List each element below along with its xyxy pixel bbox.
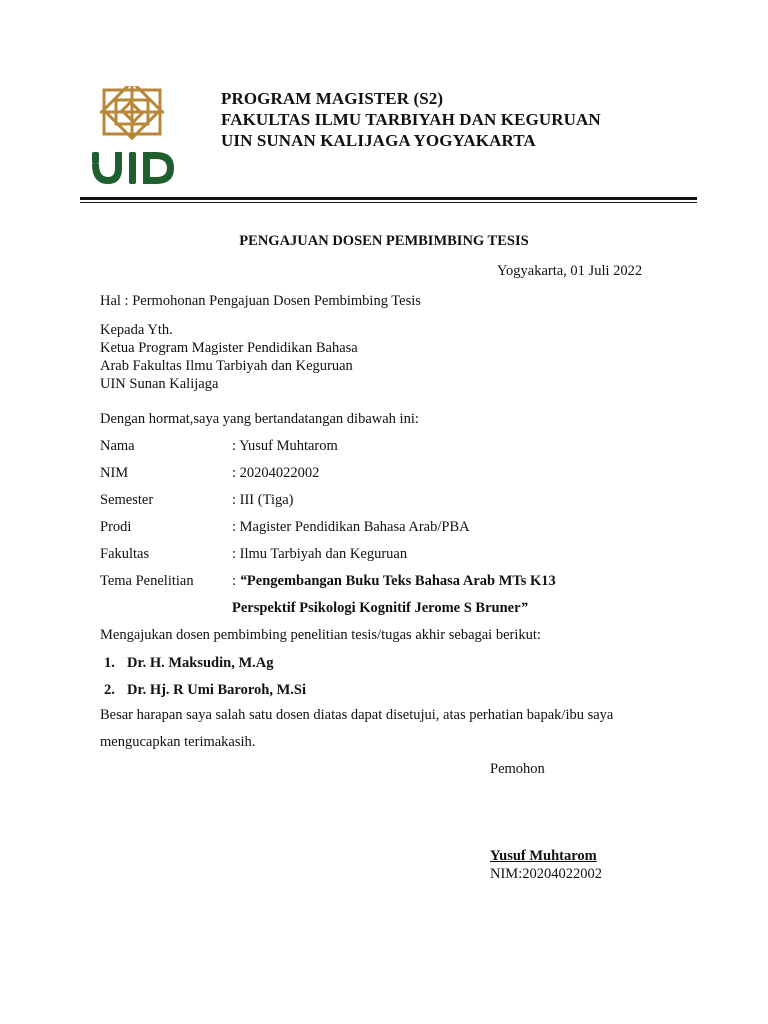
letterhead-line-3: UIN SUNAN KALIJAGA YOGYAKARTA	[221, 131, 536, 150]
field-value-tema-cont	[232, 600, 528, 617]
greeting: Dengan hormat,saya yang bertandatangan dibawah ini:	[100, 411, 419, 427]
field-label-nama: Nama	[100, 438, 135, 454]
field-value-semester: : III (Tiga)	[232, 492, 294, 508]
closing-line-2: mengucapkan terimakasih.	[100, 734, 256, 750]
research-quote-open: “	[239, 573, 247, 589]
field-value-nama: : Yusuf Muhtarom	[232, 438, 338, 454]
recipient-line: Kepada Yth.	[100, 322, 173, 338]
signature-nim: NIM:20204022002	[490, 866, 602, 882]
document-title: PENGAJUAN DOSEN PEMBIMBING TESIS	[239, 233, 529, 249]
advisor-number: 2.	[104, 682, 115, 698]
advisor-name: Dr. H. Maksudin, M.Ag	[127, 655, 274, 671]
letter-subject: Hal : Permohonan Pengajuan Dosen Pembimbing Tesis	[100, 293, 421, 309]
field-label-tema: Tema Penelitian	[100, 573, 194, 589]
research-quote-close: ”	[520, 600, 528, 616]
proposal-intro: Mengajukan dosen pembimbing penelitian tesis/tugas akhir sebagai berikut:	[100, 627, 541, 643]
field-label-semester: Semester	[100, 492, 154, 508]
field-label-fakultas: Fakultas	[100, 546, 150, 562]
advisor-name: Dr. Hj. R Umi Baroroh, M.Si	[127, 682, 306, 698]
letterhead-rule-thick	[80, 197, 697, 200]
letter-date: Yogyakarta, 01 Juli 2022	[497, 263, 643, 279]
signature-role: Pemohon	[490, 761, 545, 777]
field-label-prodi: Prodi	[100, 519, 132, 535]
letterhead-rule-thin	[80, 202, 697, 203]
advisor-number: 1.	[104, 655, 115, 671]
letterhead-line-2: FAKULTAS ILMU TARBIYAH DAN KEGURUAN	[221, 110, 601, 129]
field-label-nim: NIM	[100, 465, 129, 481]
letterhead-line-1: PROGRAM MAGISTER (S2)	[221, 89, 444, 108]
closing-line-1: Besar harapan saya salah satu dosen diatas dapat disetujui, atas perhatian bapak/ibu saya	[100, 707, 614, 723]
research-colon: :	[232, 573, 240, 589]
research-title-line-1: Pengembangan Buku Teks Bahasa Arab MTs K13	[246, 573, 556, 589]
recipient-line: Arab Fakultas Ilmu Tarbiyah dan Keguruan	[100, 358, 353, 374]
uin-logo-icon	[86, 86, 178, 190]
signature-name: Yusuf Muhtarom	[490, 848, 597, 864]
field-value-fakultas: : Ilmu Tarbiyah dan Keguruan	[232, 546, 408, 562]
research-title-line-2: Perspektif Psikologi Kognitif Jerome S Bruner	[232, 600, 521, 616]
recipient-line: UIN Sunan Kalijaga	[100, 376, 219, 392]
field-value-prodi: : Magister Pendidikan Bahasa Arab/PBA	[232, 519, 470, 535]
field-value-tema	[232, 573, 556, 590]
field-value-nim: : 20204022002	[232, 465, 320, 481]
recipient-line: Ketua Program Magister Pendidikan Bahasa	[100, 340, 358, 356]
